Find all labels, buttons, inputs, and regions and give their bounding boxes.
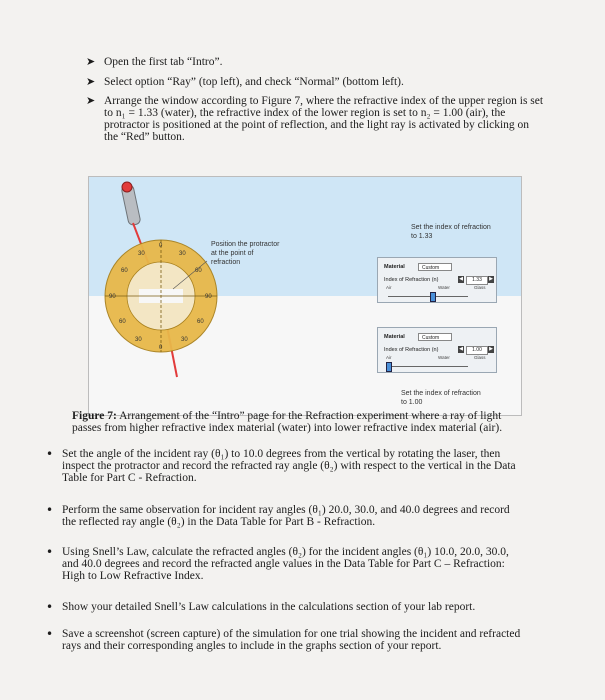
increment-button[interactable]: ▶ <box>489 276 493 282</box>
instruction-3 <box>86 94 544 143</box>
bullet-dot-icon: • <box>46 545 54 559</box>
bullet-text: Perform the same observation for incident ray angles (θ₁) 20.0, 30.0, and 40.0 degrees and record the reflected ray angle (θ₂) in the Data Table for Part B - Refraction. <box>62 504 510 528</box>
protractor-label: 0 <box>159 345 163 351</box>
bullet-text: Save a screenshot (screen capture) of the simulation for one trial showing the incident and refracted rays and their corresponding angles to include in the graphs section of your report. <box>62 628 521 652</box>
instruction-2 <box>86 75 544 88</box>
index-value[interactable]: 1.00 <box>466 346 488 355</box>
arrow-bullet-icon: ➤ <box>86 75 96 88</box>
bullet-item <box>46 600 524 614</box>
laser-icon <box>121 182 141 226</box>
protractor-label: 30 <box>181 337 188 343</box>
bullet-text: Show your detailed Snell’s Law calculations in the calculations section of your lab report. <box>62 601 476 613</box>
protractor <box>105 240 217 352</box>
slider-tick-glass: Glass <box>474 355 486 360</box>
index-label: Index of Refraction (n) <box>384 347 439 353</box>
index-value[interactable]: 1.33 <box>466 276 488 285</box>
instruction-1 <box>86 55 544 68</box>
protractor-label: 60 <box>121 268 128 274</box>
bullet-text: Set the angle of the incident ray (θ₁) to 10.0 degrees from the vertical by rotating the laser, then inspect the protractor and record the refracted ray angle (θ₂) with respect to the vertical in the Data Table for Part C - Refraction. <box>62 448 516 484</box>
upper-medium-panel <box>377 257 497 303</box>
bullet-item <box>46 447 524 484</box>
upper-index-note: Set the index of refraction to 1.33 <box>411 224 491 240</box>
material-label: Material <box>384 334 405 340</box>
protractor-label: 30 <box>179 251 186 257</box>
figure-caption <box>72 410 532 434</box>
bullet-text: Using Snell’s Law, calculate the refracted angles (θ₂) for the incident angles (θ₁) 10.0, 20.0, 30.0, and 40.0 degrees and record the refracted angle values in the Data Table for Part C – Refraction: High to Low Refractive Index. <box>62 546 509 582</box>
increment-button[interactable]: ▶ <box>489 346 493 352</box>
material-dropdown[interactable]: Custom <box>418 333 452 341</box>
protractor-label: 30 <box>138 251 145 257</box>
index-slider-track <box>388 296 468 297</box>
bullet-dot-icon: • <box>46 503 54 517</box>
protractor-label: 90 <box>205 294 212 300</box>
index-slider-track <box>388 366 468 367</box>
bullet-item <box>46 503 524 528</box>
index-slider-thumb[interactable] <box>430 292 436 302</box>
decrement-button[interactable]: ◀ <box>459 346 463 352</box>
bullet-dot-icon: • <box>46 600 54 614</box>
index-slider-thumb[interactable] <box>386 362 392 372</box>
decrement-button[interactable]: ◀ <box>459 276 463 282</box>
bullet-item <box>46 545 524 582</box>
caption-text: Arrangement of the “Intro” page for the Refraction experiment where a ray of light passes from higher refractive index material (water) into lower refractive index material (air). <box>72 410 503 434</box>
bullet-item <box>46 627 524 652</box>
slider-tick-air: Air <box>386 355 392 360</box>
instruction-text: Arrange the window according to Figure 7, where the refractive index of the upper region is set to n₁ = 1.33 (water), the refractive index of the lower region is set to n₂ = 1.00 (air), the protractor is positioned at the point of reflection, and the light ray is activated by clicking on the “Red” button. <box>104 95 544 143</box>
instruction-text: Select option “Ray” (top left), and check “Normal” (bottom left). <box>104 76 404 88</box>
protractor-label: 60 <box>197 319 204 325</box>
index-label: Index of Refraction (n) <box>384 277 439 283</box>
protractor-note: Position the protractor at the point of refraction <box>211 241 280 266</box>
protractor-label: 90 <box>109 294 116 300</box>
protractor-label: 60 <box>195 268 202 274</box>
bullet-dot-icon: • <box>46 627 54 641</box>
slider-tick-air: Air <box>386 285 392 290</box>
slider-tick-water: Water <box>438 285 450 290</box>
arrow-bullet-icon: ➤ <box>86 55 96 68</box>
protractor-label: 60 <box>119 319 126 325</box>
slider-tick-water: Water <box>438 355 450 360</box>
material-label: Material <box>384 264 405 270</box>
bullet-dot-icon: • <box>46 447 54 461</box>
lower-medium-panel <box>377 327 497 373</box>
instruction-text: Open the first tab “Intro”. <box>104 56 223 68</box>
protractor-label: 30 <box>135 337 142 343</box>
slider-tick-glass: Glass <box>474 285 486 290</box>
material-dropdown[interactable]: Custom <box>418 263 452 271</box>
protractor-label: 0 <box>159 243 163 249</box>
arrow-bullet-icon: ➤ <box>86 94 96 107</box>
caption-label: Figure 7: <box>72 410 117 422</box>
lower-index-note: Set the index of refraction to 1.00 <box>401 390 481 406</box>
figure-7-simulation <box>88 176 522 416</box>
